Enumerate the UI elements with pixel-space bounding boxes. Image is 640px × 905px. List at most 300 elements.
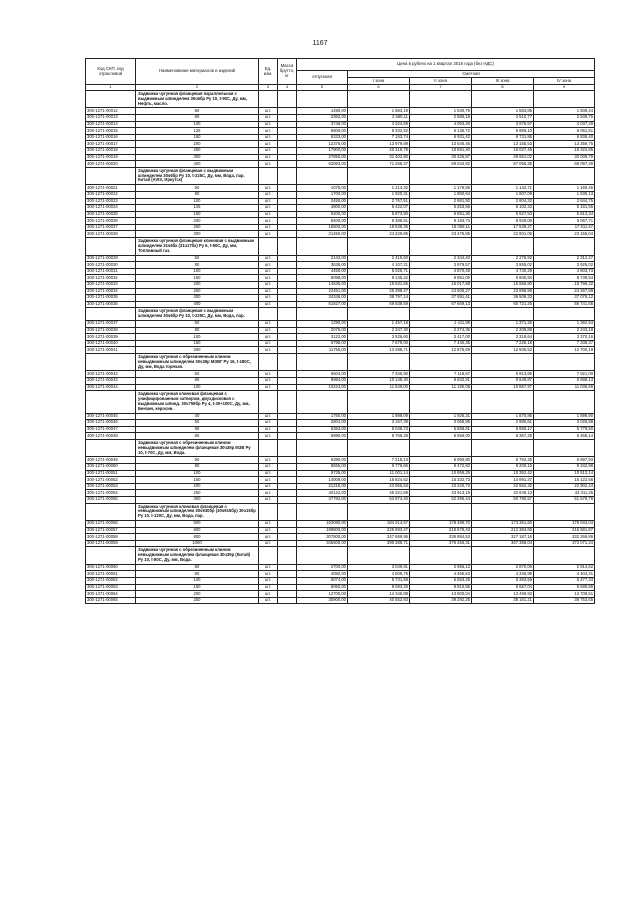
unit-cell: шт. [259, 275, 278, 282]
zone-1-price-cell: 6 332,52 [348, 128, 410, 135]
zone-1-price-cell: 18 638,35 [348, 224, 410, 231]
col-number: 8 [472, 85, 534, 91]
empty-cell [472, 238, 534, 255]
zone-1-price-cell: 16 531,65 [348, 281, 410, 288]
zone-2-price-cell: 15 332,73 [410, 477, 472, 484]
release-price-cell: 1290,00 [297, 320, 348, 327]
zone-2-price-cell: 1 630,79 [410, 108, 472, 115]
code-cell: 300-1271-00044 [86, 384, 136, 391]
code-cell: 300-1271-00017 [86, 141, 136, 148]
unit-cell: шт. [259, 571, 278, 578]
zone-2-price-cell: 8 861,00 [410, 275, 472, 282]
zone-3-price-cell: 12 505,53 [472, 347, 534, 354]
mass-cell [278, 340, 297, 347]
zone-2-price-cell: 18 059,11 [410, 224, 472, 231]
mass-cell [278, 413, 297, 420]
header-estimate-price: Сметная [348, 71, 595, 78]
release-price-cell: 12376,00 [297, 141, 348, 148]
unit-cell: шт. [259, 301, 278, 308]
code-cell: 300-1271-00020 [86, 161, 136, 168]
table-row [86, 463, 595, 470]
zone-2-price-cell: 2 344,40 [410, 255, 472, 262]
unit-cell: шт. [259, 205, 278, 212]
empty-cell [297, 439, 348, 456]
release-price-cell: 3636,00 [297, 262, 348, 269]
zone-4-price-cell: 43 311,25 [534, 490, 595, 497]
empty-cell [348, 91, 410, 108]
mass-cell [278, 198, 297, 205]
table-row [86, 477, 595, 484]
empty-cell [259, 439, 278, 456]
unit-cell: шт. [259, 591, 278, 598]
zone-3-price-cell: 1 371,25 [472, 320, 534, 327]
mass-cell [278, 301, 297, 308]
empty-cell [259, 391, 278, 413]
empty-cell [278, 353, 297, 370]
mass-cell [278, 205, 297, 212]
release-price-cell: 34346,00 [297, 295, 348, 302]
unit-cell: шт. [259, 521, 278, 528]
mass-cell [278, 426, 297, 433]
zone-1-price-cell: 7 153,74 [348, 134, 410, 141]
mass-cell [278, 496, 297, 503]
code-cell: 300-1271-00028 [86, 231, 136, 238]
code-cell: 300-1271-00036 [86, 301, 136, 308]
zone-1-price-cell: 9 776,66 [348, 463, 410, 470]
code-cell: 300-1271-00049 [86, 457, 136, 464]
zone-4-price-cell: 2 312,27 [534, 255, 595, 262]
table-row [86, 470, 595, 477]
mass-cell [278, 281, 297, 288]
zone-3-price-cell: 5 527,53 [472, 211, 534, 218]
table-row [86, 527, 595, 534]
table-row [86, 496, 595, 503]
zone-1-price-cell: 5 731,58 [348, 578, 410, 585]
header-unit: Ед. изм. [259, 59, 278, 85]
group-header-row [86, 391, 595, 413]
table-row [86, 108, 595, 115]
zone-3-price-cell: 29 551,02 [472, 154, 534, 161]
zone-3-price-cell: 22 801,05 [472, 231, 534, 238]
zone-1-price-cell: 38 797,14 [348, 295, 410, 302]
code-cell: 300-1271-00053 [86, 483, 136, 490]
group-header-row [86, 308, 595, 321]
zone-4-price-cell: 9 698,13 [534, 378, 595, 385]
unit-cell: шт. [259, 496, 278, 503]
release-price-cell: 2142,00 [297, 255, 348, 262]
code-cell: 300-1271-00047 [86, 426, 136, 433]
zone-4-price-cell: 8 739,54 [534, 275, 595, 282]
empty-cell [472, 503, 534, 520]
empty-cell [297, 167, 348, 184]
zone-3-price-cell: 4 336,98 [472, 571, 534, 578]
zone-2-price-cell: 10 659,25 [410, 470, 472, 477]
empty-cell [410, 91, 472, 108]
mass-cell [278, 218, 297, 225]
zone-1-price-cell: 11 549,00 [348, 384, 410, 391]
unit-cell: шт. [259, 268, 278, 275]
zone-3-price-cell: 6 367,29 [472, 433, 534, 440]
code-cell: 300-1271-00018 [86, 148, 136, 155]
unit-cell: шт. [259, 540, 278, 547]
size-cell: 125 [136, 128, 259, 135]
zone-4-price-cell: 5 477,33 [534, 578, 595, 585]
zone-4-price-cell: 1 392,54 [534, 320, 595, 327]
release-price-cell: 21450,00 [297, 231, 348, 238]
unit-cell: шт. [259, 121, 278, 128]
unit-cell: шт. [259, 191, 278, 198]
zone-3-price-cell: 5 690,17 [472, 426, 534, 433]
table-row [86, 591, 595, 598]
mass-cell [278, 371, 297, 378]
zone-1-price-cell: 2 668,11 [348, 115, 410, 122]
zone-3-price-cell: 14 891,37 [472, 477, 534, 484]
zone-3-price-cell: 38 161,21 [472, 597, 534, 604]
unit-cell: шт. [259, 347, 278, 354]
empty-cell [278, 391, 297, 413]
code-cell: 300-1271-00039 [86, 334, 136, 341]
empty-cell [472, 547, 534, 564]
unit-cell: шт. [259, 141, 278, 148]
table-row [86, 154, 595, 161]
size-cell: 200 [136, 483, 259, 490]
size-cell: 100 [136, 334, 259, 341]
mass-cell [278, 295, 297, 302]
group-header-row [86, 503, 595, 520]
size-cell: 50 [136, 255, 259, 262]
empty-cell [348, 391, 410, 413]
zone-3-price-cell: 22 552,32 [472, 483, 534, 490]
empty-cell [348, 439, 410, 456]
unit-cell: шт. [259, 564, 278, 571]
size-cell: 80 [136, 433, 259, 440]
release-price-cell: 8050,00 [297, 584, 348, 591]
zone-1-price-cell: 390 388,71 [348, 540, 410, 547]
size-cell: 200 [136, 281, 259, 288]
header-price-title: Цена в рублях на 1 квартал 2016 года (без НДС) [297, 59, 595, 71]
zone-2-price-cell: 9 832,91 [410, 378, 472, 385]
zone-3-price-cell: 6 792,45 [472, 457, 534, 464]
size-cell: 150 [136, 134, 259, 141]
size-cell: 400 [136, 161, 259, 168]
code-cell: 300-1271-00029 [86, 255, 136, 262]
release-price-cell: 27850,00 [297, 154, 348, 161]
zone-3-price-cell: 13 499,93 [472, 591, 534, 598]
empty-cell [297, 91, 348, 108]
zone-4-price-cell: 37 076,12 [534, 295, 595, 302]
group-title: Задвижка чугунная фланцевая параллельная с выдвижным шпинделем 30ч6бр Ру 10, t-90С, Ду, мм, Нефть, масло. [136, 91, 259, 108]
empty-cell [259, 353, 278, 370]
zone-2-price-cell: 13 545,45 [410, 141, 472, 148]
code-cell: 300-1271-00021 [86, 185, 136, 192]
zone-2-price-cell: 2 274,35 [410, 327, 472, 334]
table-body [86, 91, 595, 604]
zone-2-price-cell: 4 465,53 [410, 571, 472, 578]
code-cell: 300-1271-00065 [86, 597, 136, 604]
table-row [86, 211, 595, 218]
empty-cell [534, 439, 595, 456]
mass-cell [278, 378, 297, 385]
zone-4-price-cell: 13 709,51 [534, 591, 595, 598]
code-cell: 300-1271-00042 [86, 371, 136, 378]
empty-cell [534, 547, 595, 564]
zone-4-price-cell: 1 608,44 [534, 108, 595, 115]
zone-2-price-cell: 7 440,35 [410, 340, 472, 347]
zone-4-price-cell: 30 009,79 [534, 154, 595, 161]
zone-4-price-cell: 1 835,13 [534, 191, 595, 198]
size-cell: 100 [136, 121, 259, 128]
size-cell: 200 [136, 347, 259, 354]
zone-4-price-cell: 3 026,88 [534, 420, 595, 427]
mass-cell [278, 108, 297, 115]
mass-cell [278, 121, 297, 128]
zone-1-price-cell: 3 526,60 [348, 334, 410, 341]
mass-cell [278, 211, 297, 218]
size-cell: 300 [136, 295, 259, 302]
code-cell: 300-1271-00012 [86, 108, 136, 115]
zone-1-price-cell: 1 988,09 [348, 413, 410, 420]
zone-4-price-cell: 12 700,19 [534, 347, 595, 354]
release-price-cell: 307800,00 [297, 534, 348, 541]
size-cell: 100 [136, 384, 259, 391]
mass-cell [278, 534, 297, 541]
group-title: Задвижка чугунная фланцевая с выдвижным шпинделем 30ч6бр Ру 10, t-225С, Ду, мм, Вода, пар. [136, 308, 259, 321]
zone-2-price-cell: 16 017,88 [410, 281, 472, 288]
zone-4-price-cell: 24 267,99 [534, 288, 595, 295]
zone-4-price-cell: 1 160,45 [534, 185, 595, 192]
empty-cell [278, 547, 297, 564]
size-cell: 80 [136, 463, 259, 470]
empty-cell [534, 238, 595, 255]
empty-cell [410, 391, 472, 413]
zone-3-price-cell: 5 959,10 [472, 128, 534, 135]
size-cell: 100 [136, 268, 259, 275]
table-row [86, 281, 595, 288]
zone-1-price-cell: 2 767,51 [348, 198, 410, 205]
zone-1-price-cell: 31 402,80 [348, 154, 410, 161]
zone-2-price-cell: 5 691,36 [410, 211, 472, 218]
zone-3-price-cell: 65 721,25 [472, 301, 534, 308]
zone-3-price-cell: 2 276,92 [472, 255, 534, 262]
size-cell: 250 [136, 490, 259, 497]
zone-2-price-cell: 2 955,13 [410, 564, 472, 571]
empty-cell [534, 391, 595, 413]
zone-1-price-cell: 10 148,30 [348, 378, 410, 385]
zone-3-price-cell: 212 384,65 [472, 527, 534, 534]
table-row [86, 521, 595, 528]
empty-cell [259, 503, 278, 520]
zone-3-price-cell: 42 649,13 [472, 490, 534, 497]
header-mass: Масса брутто, кг [278, 59, 297, 85]
table-row [86, 134, 595, 141]
zone-2-price-cell: 4 870,49 [410, 268, 472, 275]
table-row [86, 301, 595, 308]
zone-1-price-cell: 1 457,18 [348, 320, 410, 327]
code-cell: 300-1271-00045 [86, 413, 136, 420]
unit-cell: шт. [259, 211, 278, 218]
zone-3-price-cell: 8 605,94 [472, 275, 534, 282]
unit-cell: шт. [259, 457, 278, 464]
size-cell: 80 [136, 262, 259, 269]
code-cell: 300-1271-00052 [86, 477, 136, 484]
zone-2-price-cell: 1 926,31 [410, 413, 472, 420]
empty-cell [86, 439, 136, 456]
empty-cell [297, 353, 348, 370]
table-row [86, 578, 595, 585]
unit-cell: шт. [259, 470, 278, 477]
zone-4-price-cell: 7 338,37 [534, 340, 595, 347]
group-header-row [86, 91, 595, 108]
code-cell: 300-1271-00035 [86, 295, 136, 302]
table-row [86, 121, 595, 128]
code-cell: 300-1271-00030 [86, 262, 136, 269]
zone-4-price-cell: 7 021,00 [534, 371, 595, 378]
mass-cell [278, 483, 297, 490]
table-row [86, 198, 595, 205]
unit-cell: шт. [259, 384, 278, 391]
release-price-cell: 3746,00 [297, 121, 348, 128]
empty-cell [410, 353, 472, 370]
header-name: Наименование материалов и изделий [136, 59, 259, 85]
zone-4-price-cell: 5 778,50 [534, 426, 595, 433]
empty-cell [348, 167, 410, 184]
zone-4-price-cell: 332 266,86 [534, 534, 595, 541]
code-cell: 300-1271-00027 [86, 224, 136, 231]
zone-4-price-cell: 9 342,98 [534, 463, 595, 470]
zone-1-price-cell: 5 422,07 [348, 205, 410, 212]
empty-cell [348, 238, 410, 255]
empty-cell [410, 439, 472, 456]
unit-cell: шт. [259, 334, 278, 341]
code-cell: 300-1271-00055 [86, 496, 136, 503]
mass-cell [278, 275, 297, 282]
zone-1-price-cell: 347 689,95 [348, 534, 410, 541]
empty-cell [297, 547, 348, 564]
mass-cell [278, 231, 297, 238]
size-cell: 80 [136, 327, 259, 334]
table-row [86, 420, 595, 427]
table-row [86, 295, 595, 302]
code-cell: 300-1271-00022 [86, 191, 136, 198]
zone-1-price-cell: 71 266,37 [348, 161, 410, 168]
zone-4-price-cell: 1 899,90 [534, 413, 595, 420]
code-cell: 300-1271-00043 [86, 378, 136, 385]
zone-2-price-cell: 69 043,82 [410, 161, 472, 168]
code-cell: 300-1271-00025 [86, 211, 136, 218]
zone-2-price-cell: 7 118,57 [410, 371, 472, 378]
zone-1-price-cell: 225 693,47 [348, 527, 410, 534]
zone-1-price-cell: 13 979,89 [348, 141, 410, 148]
empty-cell [297, 238, 348, 255]
zone-1-price-cell: 11 001,14 [348, 470, 410, 477]
code-cell: 300-1271-00060 [86, 564, 136, 571]
table-row [86, 347, 595, 354]
unit-cell: шт. [259, 378, 278, 385]
unit-cell: шт. [259, 433, 278, 440]
zone-2-price-cell: 23 476,85 [410, 231, 472, 238]
table-row [86, 320, 595, 327]
release-price-cell: 17900,00 [297, 148, 348, 155]
zone-1-price-cell: 184 214,67 [348, 521, 410, 528]
release-price-cell: 3122,00 [297, 334, 348, 341]
zone-2-price-cell: 8 810,66 [410, 584, 472, 591]
release-price-cell: 11755,00 [297, 347, 348, 354]
size-cell: 250 [136, 224, 259, 231]
zone-3-price-cell: 19 027,45 [472, 148, 534, 155]
release-price-cell: 16500,00 [297, 224, 348, 231]
table-row [86, 148, 595, 155]
release-price-cell: 22461,00 [297, 288, 348, 295]
empty-cell [86, 238, 136, 255]
empty-cell [472, 353, 534, 370]
zone-4-price-cell: 15 122,56 [534, 477, 595, 484]
release-price-cell: 2078,00 [297, 327, 348, 334]
empty-cell [534, 308, 595, 321]
release-price-cell: 9735,00 [297, 470, 348, 477]
size-cell: 1000 [136, 540, 259, 547]
zone-2-price-cell: 336 884,53 [410, 534, 472, 541]
size-cell: 50 [136, 320, 259, 327]
empty-cell [297, 308, 348, 321]
unit-cell: шт. [259, 224, 278, 231]
zone-2-price-cell: 24 608,27 [410, 288, 472, 295]
zone-2-price-cell: 39 292,25 [410, 597, 472, 604]
mass-cell [278, 141, 297, 148]
col-number: 2 [136, 85, 259, 91]
unit-cell: шт. [259, 161, 278, 168]
code-cell: 300-1271-00032 [86, 275, 136, 282]
zone-3-price-cell: 1 807,08 [472, 191, 534, 198]
zone-1-price-cell: 14 345,88 [348, 591, 410, 598]
zone-3-price-cell: 2 870,06 [472, 564, 534, 571]
zone-2-price-cell: 23 220,73 [410, 483, 472, 490]
zone-3-price-cell: 8 929,08 [472, 218, 534, 225]
price-table [85, 58, 595, 604]
unit-cell: шт. [259, 320, 278, 327]
unit-cell: шт. [259, 154, 278, 161]
zone-2-price-cell: 30 426,87 [410, 154, 472, 161]
code-cell: 300-1271-00054 [86, 490, 136, 497]
mass-cell [278, 262, 297, 269]
code-cell: 300-1271-00041 [86, 347, 136, 354]
zone-2-price-cell: 6 993,80 [410, 457, 472, 464]
mass-cell [278, 470, 297, 477]
zone-1-price-cell: 3 049,91 [348, 564, 410, 571]
size-cell: 50 [136, 371, 259, 378]
zone-3-price-cell: 23 896,99 [472, 288, 534, 295]
release-price-cell: 1075,00 [297, 185, 348, 192]
zone-3-price-cell: 4 730,29 [472, 268, 534, 275]
mass-cell [278, 134, 297, 141]
zone-4-price-cell: 215 681,87 [534, 527, 595, 534]
empty-cell [534, 91, 595, 108]
zone-4-price-cell: 66 741,56 [534, 301, 595, 308]
zone-1-price-cell: 1 683,19 [348, 108, 410, 115]
table-row [86, 534, 595, 541]
mass-cell [278, 185, 297, 192]
release-price-cell: 5200,00 [297, 211, 348, 218]
table-row [86, 564, 595, 571]
zone-3-price-cell: 9 200,15 [472, 463, 534, 470]
code-cell: 300-1271-00063 [86, 584, 136, 591]
table-row [86, 490, 595, 497]
zone-4-price-cell: 373 071,34 [534, 540, 595, 547]
empty-cell [86, 391, 136, 413]
release-price-cell: 5606,00 [297, 128, 348, 135]
zone-4-price-cell: 17 811,57 [534, 224, 595, 231]
mass-cell [278, 457, 297, 464]
zone-1-price-cell: 2 347,30 [348, 327, 410, 334]
